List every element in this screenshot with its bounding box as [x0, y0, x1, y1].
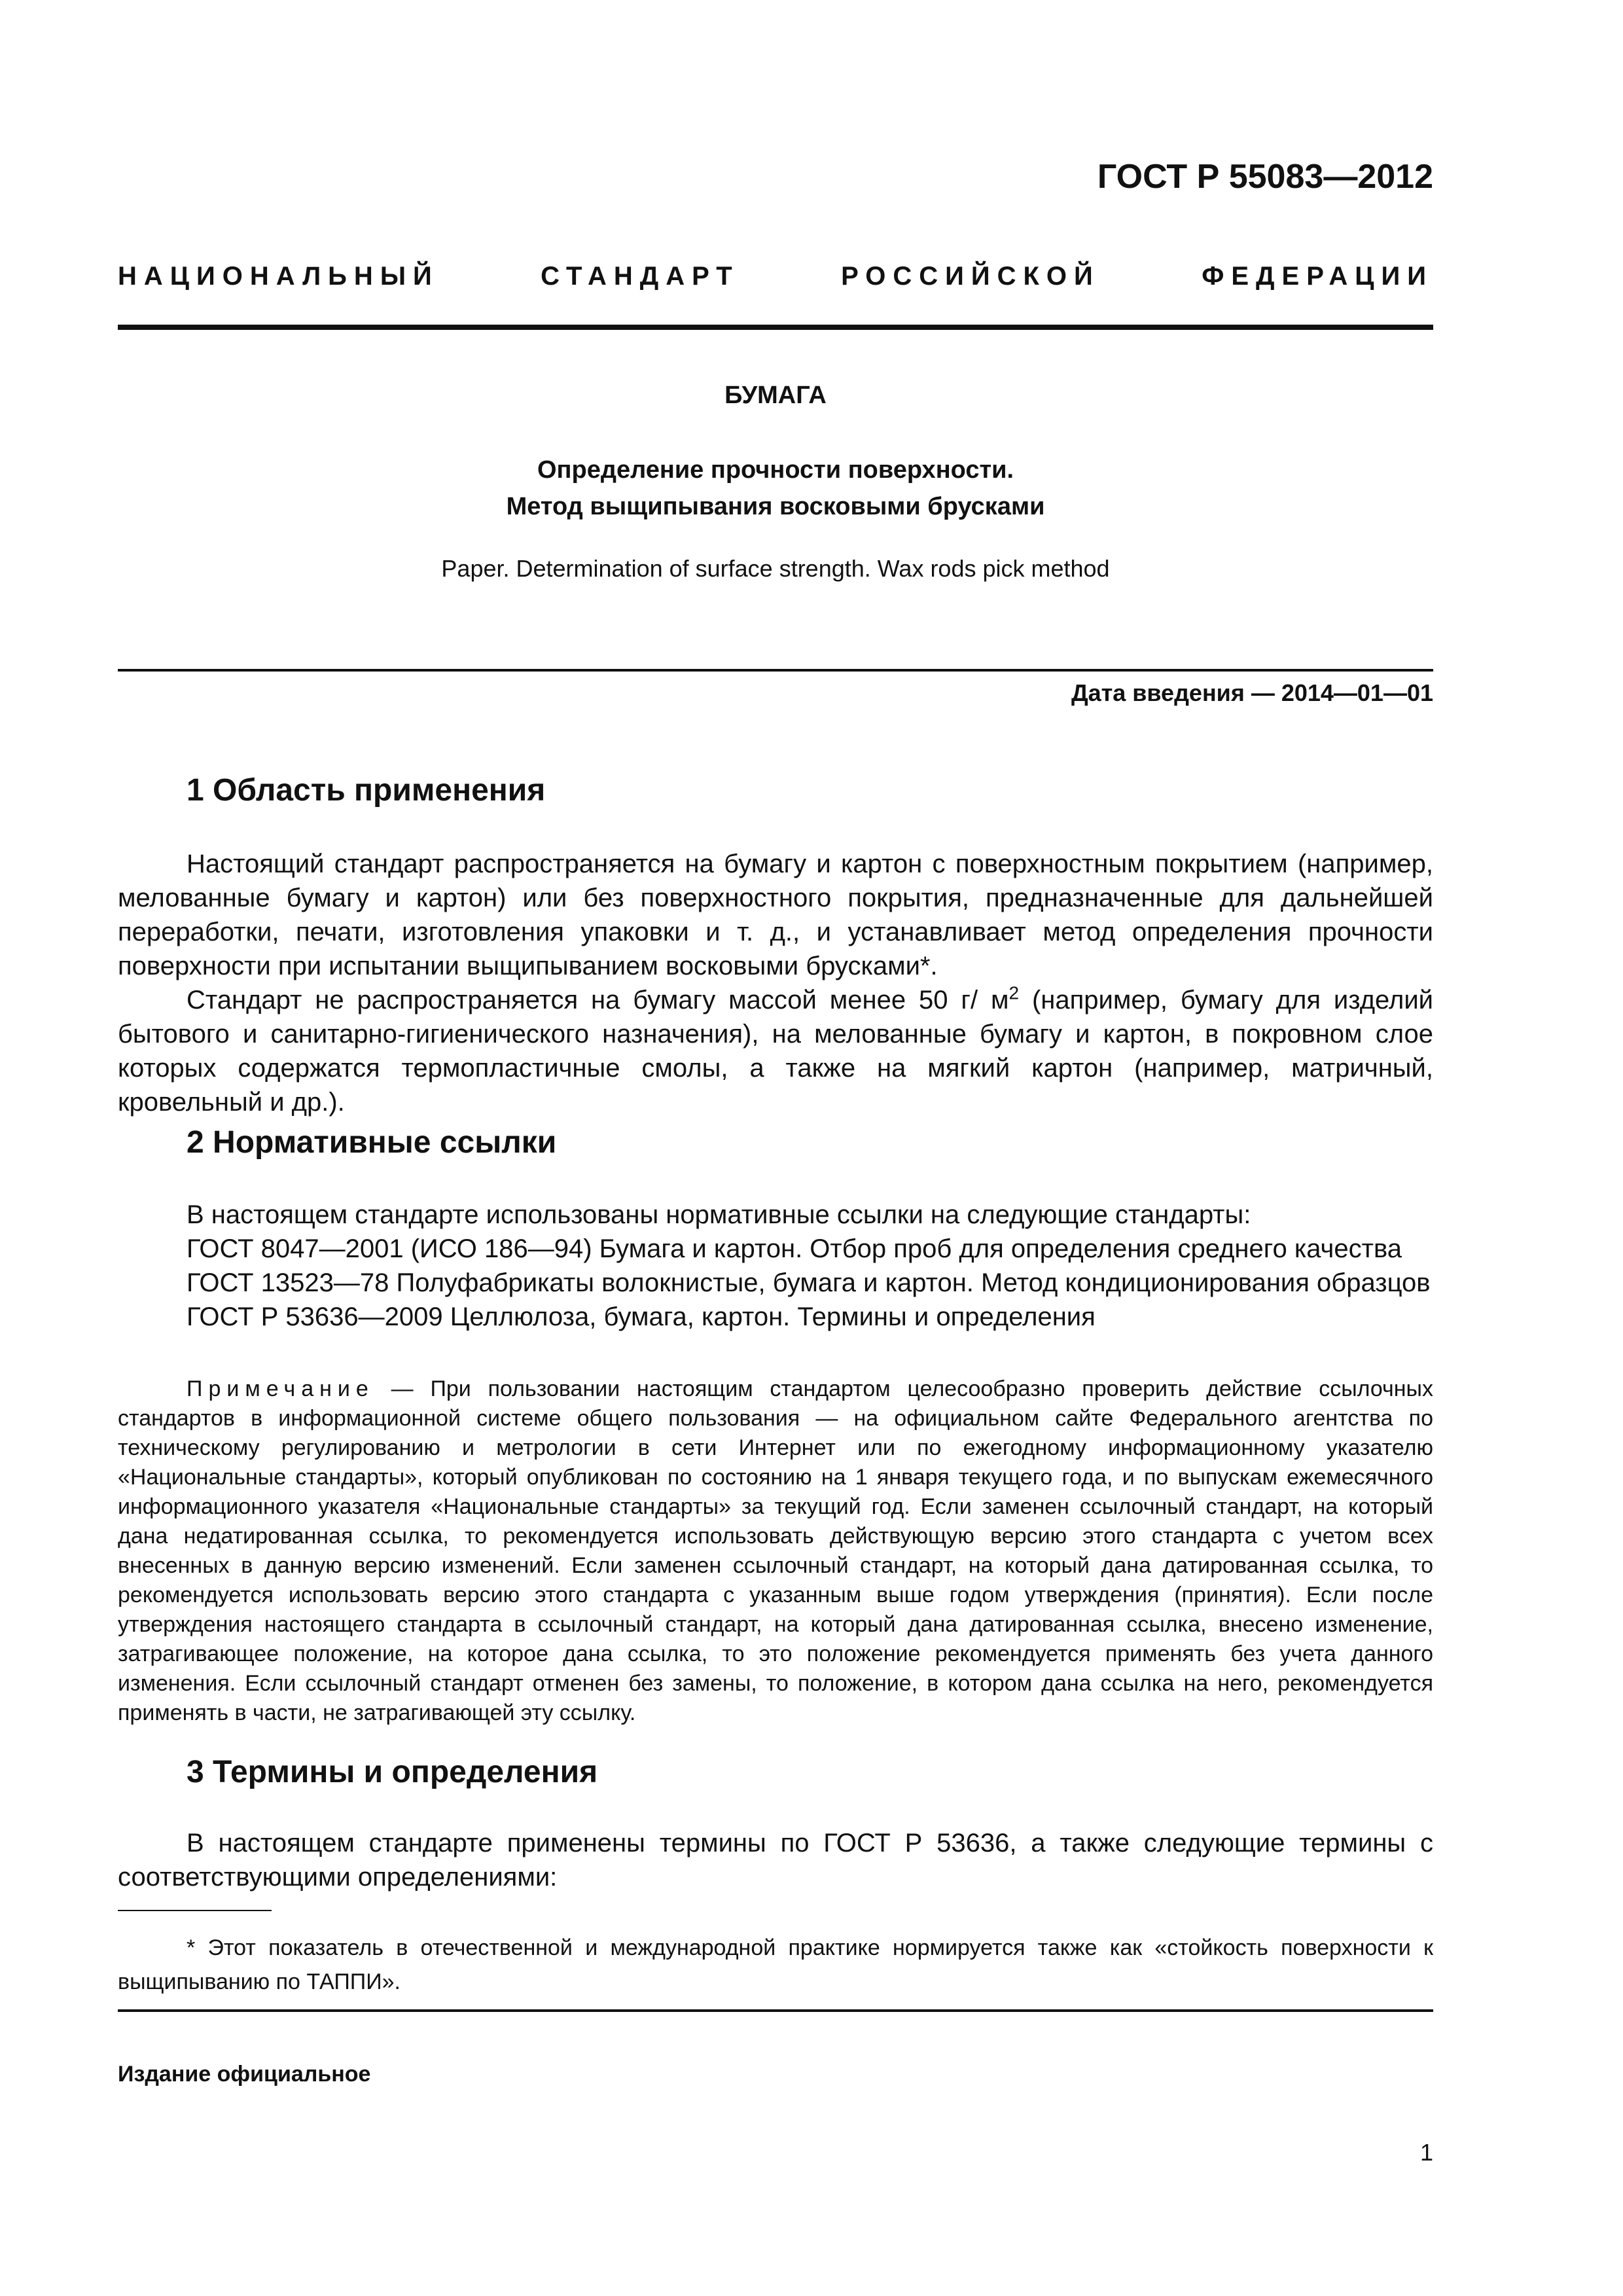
national-title-word: ФЕДЕРАЦИИ: [1202, 262, 1433, 291]
paragraph: В настоящем стандарте использованы нормативные ссылки на следующие стандарты:: [187, 1200, 1251, 1229]
header-divider: [118, 325, 1433, 330]
reference-item: ГОСТ 8047—2001 (ИСО 186—94) Бумага и картон. Отбор проб для определения среднего качества: [187, 1234, 1402, 1263]
national-title-word: РОССИЙСКОЙ: [841, 262, 1100, 291]
national-title-word: НАЦИОНАЛЬНЫЙ: [118, 262, 439, 291]
edition-label: Издание официальное: [118, 2062, 371, 2087]
subtitle-line: Определение прочности поверхности.: [537, 456, 1014, 484]
footer-divider: [118, 2009, 1433, 2012]
note-text: — При пользовании настоящим стандартом целесообразно проверить действие ссылочных стандартов в информационной системе общего пользования — на официальном сайте Федерального агентства по техническому регулированию и метрологии в сети Интернет или по ежегодному информационному указателю «Национальные стандарты», который опубликован по состоянию на 1 января текущего года, и по выпускам ежемесячного информационного указателя «Национальные стандарты» за текущий год. Если заменен ссылочный стандарт, на который дана недатированная ссылка, то рекомендуется использовать действующую версию этого стандарта с учетом всех внесенных в данную версию изменений. Если заменен ссылочный стандарт, на который дана датированная ссылка, то рекомендуется использовать версию этого стандарта с указанным выше годом утверждения (принятия). Если после утверждения настоящего стандарта в ссылочный стандарт, на который дана датированная ссылка, внесено изменение, затрагивающее положение, на которое дана ссылка, то это положение рекомендуется применять без учета данного изменения. Если ссылочный стандарт отменен без замены, то положение, в котором дана ссылка на него, рекомендуется применять в части, не затрагивающей эту ссылку.: [118, 1376, 1433, 1725]
section-1-heading: 1 Область применения: [187, 773, 546, 808]
title-divider: [118, 669, 1433, 672]
footnote-divider: [118, 1910, 272, 1911]
paragraph: Стандарт не распространяется на бумагу массой менее 50 г/ $м^2$ (например, бумагу для изделий бытового и санитарно-гигиенического назначения), на мелованные бумагу и картон, в покровном слое которых содержатся термопластичные смолы, а также на мягкий картон (например, матричный, кровельный и др.).: [118, 982, 1433, 1117]
note-label: Примечание: [187, 1376, 374, 1401]
section-2-note: [118, 1374, 1433, 1728]
subtitle-line: Метод выщипывания восковыми брусками: [506, 493, 1045, 520]
document-subtitle: [118, 452, 1433, 525]
section-2-body: [118, 1198, 1433, 1334]
section-1-body: [118, 847, 1433, 1119]
introduction-date: Дата введения — 2014—01—01: [1071, 679, 1433, 706]
reference-item: ГОСТ 13523—78 Полуфабрикаты волокнистые, бумага и картон. Метод кондиционирования образцов: [187, 1268, 1431, 1297]
page-number: 1: [1419, 2139, 1433, 2166]
footnote: * Этот показатель в отечественной и международной практике нормируется также как «стойкость поверхности к выщипыванию по ТАППИ».: [118, 1935, 1433, 1994]
national-standard-title: [118, 262, 1433, 291]
section-2-heading: 2 Нормативные ссылки: [187, 1125, 557, 1160]
document-title: БУМАГА: [724, 382, 827, 409]
section-3-body: [118, 1826, 1433, 1894]
paragraph: В настоящем стандарте применены термины по ГОСТ Р 53636, а также следующие термины с соответствующими определениями:: [118, 1829, 1433, 1892]
section-3-heading: 3 Термины и определения: [187, 1755, 598, 1789]
document-code: ГОСТ Р 55083—2012: [1097, 158, 1433, 196]
reference-item: ГОСТ Р 53636—2009 Целлюлоза, бумага, картон. Термины и определения: [187, 1302, 1096, 1331]
paragraph: Настоящий стандарт распространяется на бумагу и картон с поверхностным покрытием (например, мелованные бумагу и картон) или без поверхностного покрытия, предназначенные для дальнейшей переработки, печати, изготовления упаковки и т. д., и устанавливает метод определения прочности поверхности при испытании выщипыванием восковыми брусками*.: [118, 850, 1433, 980]
english-title: Paper. Determination of surface strength. Wax rods pick method: [441, 555, 1110, 582]
national-title-word: СТАНДАРТ: [541, 262, 740, 291]
